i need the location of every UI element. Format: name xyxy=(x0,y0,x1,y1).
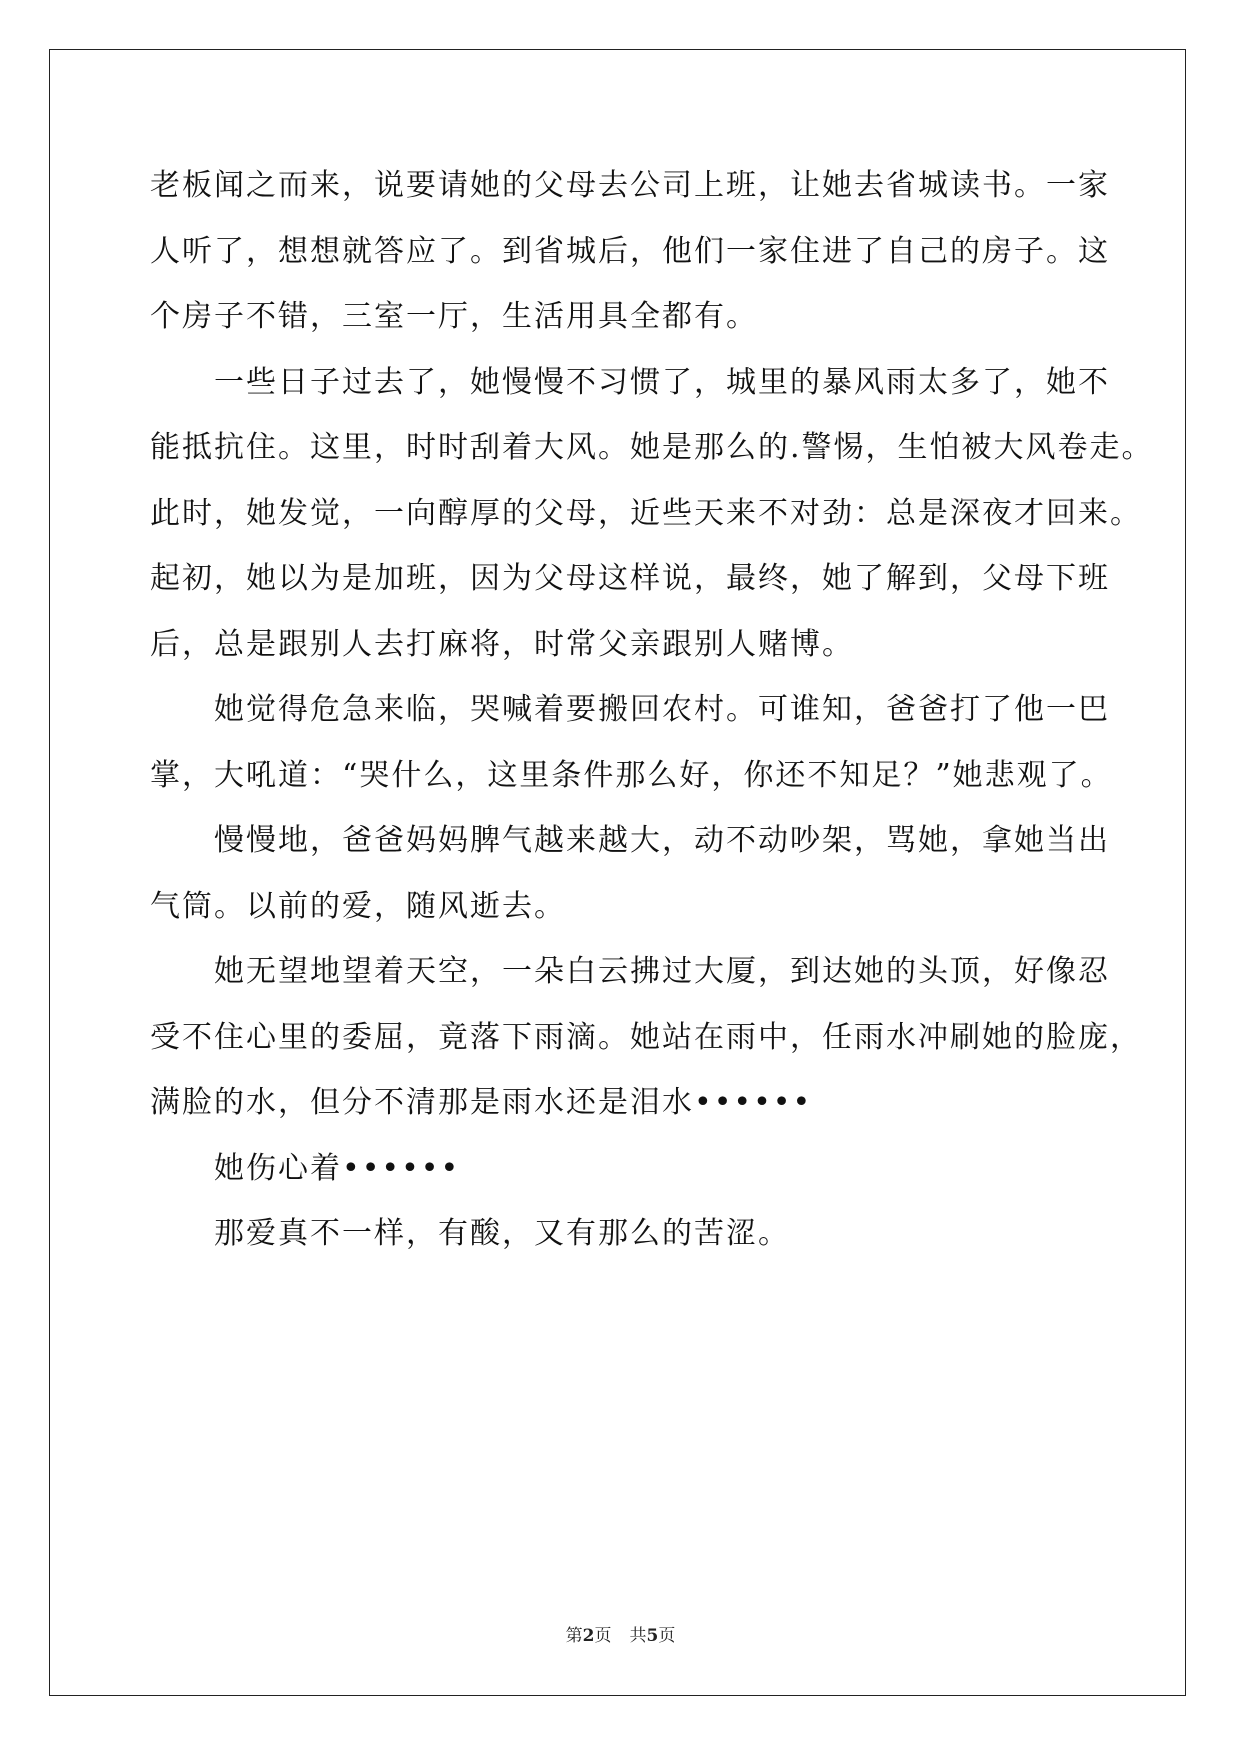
text-line: 掌，大吼道：“哭什么，这里条件那么好，你还不知足？”她悲观了。 xyxy=(150,757,1113,793)
text-line: 满脸的水，但分不清那是雨水还是泪水•••••• xyxy=(150,1085,813,1120)
text-line: 气筒。以前的爱，随风逝去。 xyxy=(150,888,566,924)
page-number-suffix: 页 xyxy=(594,1626,612,1646)
text-line: 慢慢地，爸爸妈妈脾气越来越大，动不动吵架，骂她，拿她当出 xyxy=(214,823,1110,858)
text-line: 老板闻之而来，说要请她的父母去公司上班，让她去省城读书。一家 xyxy=(150,168,1110,203)
text-line: 此时，她发觉，一向醇厚的父母，近些天来不对劲：总是深夜才回来。 xyxy=(150,495,1142,531)
text-line: 个房子不错，三室一厅，生活用具全都有。 xyxy=(150,299,758,334)
text-line: 她伤心着•••••• xyxy=(214,1150,461,1186)
paragraph xyxy=(150,1136,1095,1202)
text-line: 人听了，想想就答应了。到省城后，他们一家住进了自己的房子。这 xyxy=(150,233,1110,269)
text-line: 她无望地望着天空，一朵白云拂过大厦，到达她的头顶，好像忍 xyxy=(214,954,1110,989)
paragraph xyxy=(150,677,1113,808)
text-line: 后，总是跟别人去打麻将，时常父亲跟别人赌博。 xyxy=(150,626,854,662)
paragraph xyxy=(150,1201,1095,1267)
text-line: 那爱真不一样，有酸，又有那么的苦涩。 xyxy=(214,1216,790,1251)
text-line: 受不住心里的委屈，竟落下雨滴。她站在雨中，任雨水冲刷她的脸庞， xyxy=(150,1019,1142,1055)
page-number-total: 5 xyxy=(646,1626,659,1646)
page-footer xyxy=(0,1621,1241,1646)
document-body xyxy=(150,153,1154,1267)
paragraph xyxy=(150,939,1142,1136)
page-number-prefix: 第 xyxy=(565,1626,583,1646)
page-total-prefix: 共 xyxy=(629,1626,647,1646)
page-number-current: 2 xyxy=(582,1626,595,1646)
text-line: 一些日子过去了，她慢慢不习惯了，城里的暴风雨太多了，她不 xyxy=(214,364,1110,400)
paragraph xyxy=(150,153,1110,350)
paragraph xyxy=(150,350,1154,678)
text-line: 起初，她以为是加班，因为父母这样说，最终，她了解到，父母下班 xyxy=(150,561,1110,596)
text-line: 她觉得危急来临，哭喊着要搬回农村。可谁知，爸爸打了他一巴 xyxy=(214,692,1110,727)
page-total-suffix: 页 xyxy=(658,1626,676,1646)
text-line: 能抵抗住。这里，时时刮着大风。她是那么的.警惕，生怕被大风卷走。 xyxy=(150,430,1154,465)
paragraph xyxy=(150,808,1110,939)
